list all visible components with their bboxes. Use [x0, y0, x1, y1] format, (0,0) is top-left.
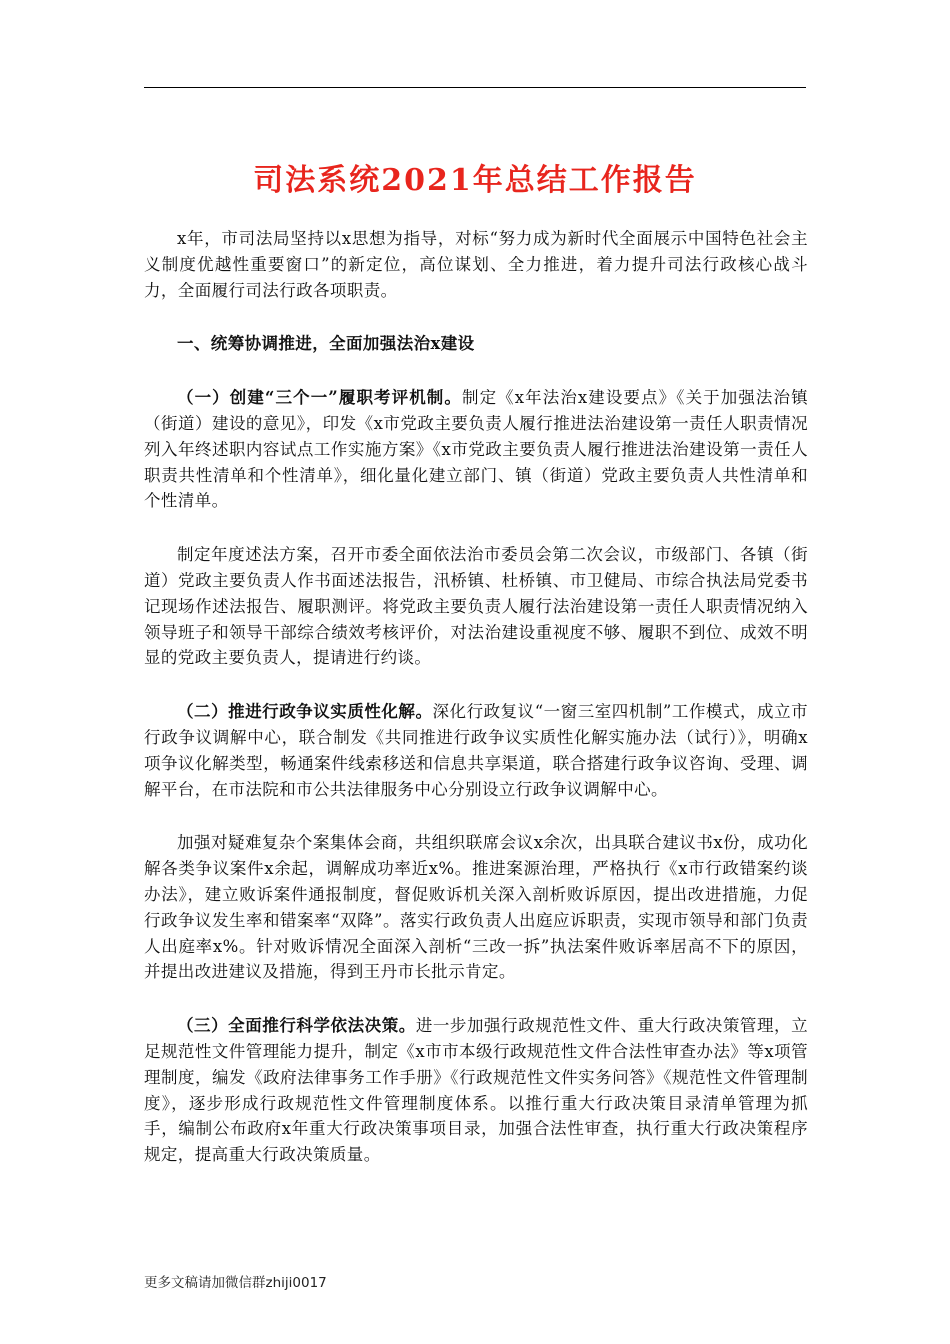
subsection-1-paragraph-2: 制定年度述法方案，召开市委全面依法治市委员会第二次会议，市级部门、各镇（街道）党政主要负责人作书面述法报告，汛桥镇、杜桥镇、市卫健局、市综合执法局党委书记现场作述法报告、履职测评。将党政主要负责人履行法治建设第一责任人职责情况纳入领导班子和领导干部综合绩效考核评价，对法治建设重视度不够、履职不到位、成效不明显的党政主要负责人，提请进行约谈。: [144, 545, 808, 668]
document-body: [144, 226, 808, 1196]
subsection-2-heading: （二）推进行政争议实质性化解。: [177, 702, 433, 722]
document-title: 司法系统2021年总结工作报告: [253, 163, 697, 198]
header-rule: [144, 87, 806, 88]
subsection-3-heading: （三）全面推行科学依法决策。: [177, 1016, 416, 1036]
subsection-2-text: 深化行政复议“一窗三室四机制”工作模式，成立市行政争议调解中心，联合制发《共同推进行政争议实质性化解实施办法（试行）》，明确x项争议化解类型，畅通案件线索移送和信息共享渠道，联合搭建行政争议咨询、受理、调解平台，在市法院和市公共法律服务中心分别设立行政争议调解中心。: [144, 702, 808, 799]
footer-note: 更多文稿请加微信群zhiji0017: [144, 1275, 327, 1291]
subsection-3-paragraph: [144, 1013, 808, 1168]
subsection-1-paragraph: [144, 385, 808, 514]
subsection-3-text: 进一步加强行政规范性文件、重大行政决策管理，立足规范性文件管理能力提升，制定《x市市本级行政规范性文件合法性审查办法》等x项管理制度，编发《政府法律事务工作手册》《行政规范性文件实务问答》《规范性文件管理制度》，逐步形成行政规范性文件管理制度体系。以推行重大行政决策目录清单管理为抓手，编制公布政府x年重大行政决策事项目录，加强合法性审查，执行重大行政决策程序规定，提高重大行政决策质量。: [144, 1016, 808, 1165]
subsection-1-heading: （一）创建“三个一”履职考评机制。: [177, 388, 462, 408]
intro-paragraph: x年，市司法局坚持以x思想为指导，对标“努力成为新时代全面展示中国特色社会主义制度优越性重要窗口”的新定位，高位谋划、全力推进，着力提升司法行政核心战斗力，全面履行司法行政各项职责。: [144, 229, 808, 300]
subsection-2-paragraph-2: 加强对疑难复杂个案集体会商，共组织联席会议x余次，出具联合建议书x份，成功化解各类争议案件x余起，调解成功率近x%。推进案源治理，严格执行《x市行政错案约谈办法》，建立败诉案件通报制度，督促败诉机关深入剖析败诉原因，提出改进措施，力促行政争议发生率和错案率“双降”。落实行政负责人出庭应诉职责，实现市领导和部门负责人出庭率x%。针对败诉情况全面深入剖析“三改一拆”执法案件败诉率居高不下的原因，并提出改进建议及措施，得到王丹市长批示肯定。: [144, 833, 808, 982]
subsection-2-paragraph: [144, 699, 808, 802]
section-heading-1: 一、统筹协调推进，全面加强法治x建设: [177, 334, 475, 354]
subsection-1-text: 制定《x年法治x建设要点》《关于加强法治镇（街道）建设的意见》，印发《x市党政主要负责人履行推进法治建设第一责任人职责情况列入年终述职内容试点工作实施方案》《x市党政主要负责人履行推进法治建设第一责任人职责共性清单和个性清单》，细化量化建立部门、镇（街道）党政主要负责人共性清单和个性清单。: [144, 388, 808, 511]
